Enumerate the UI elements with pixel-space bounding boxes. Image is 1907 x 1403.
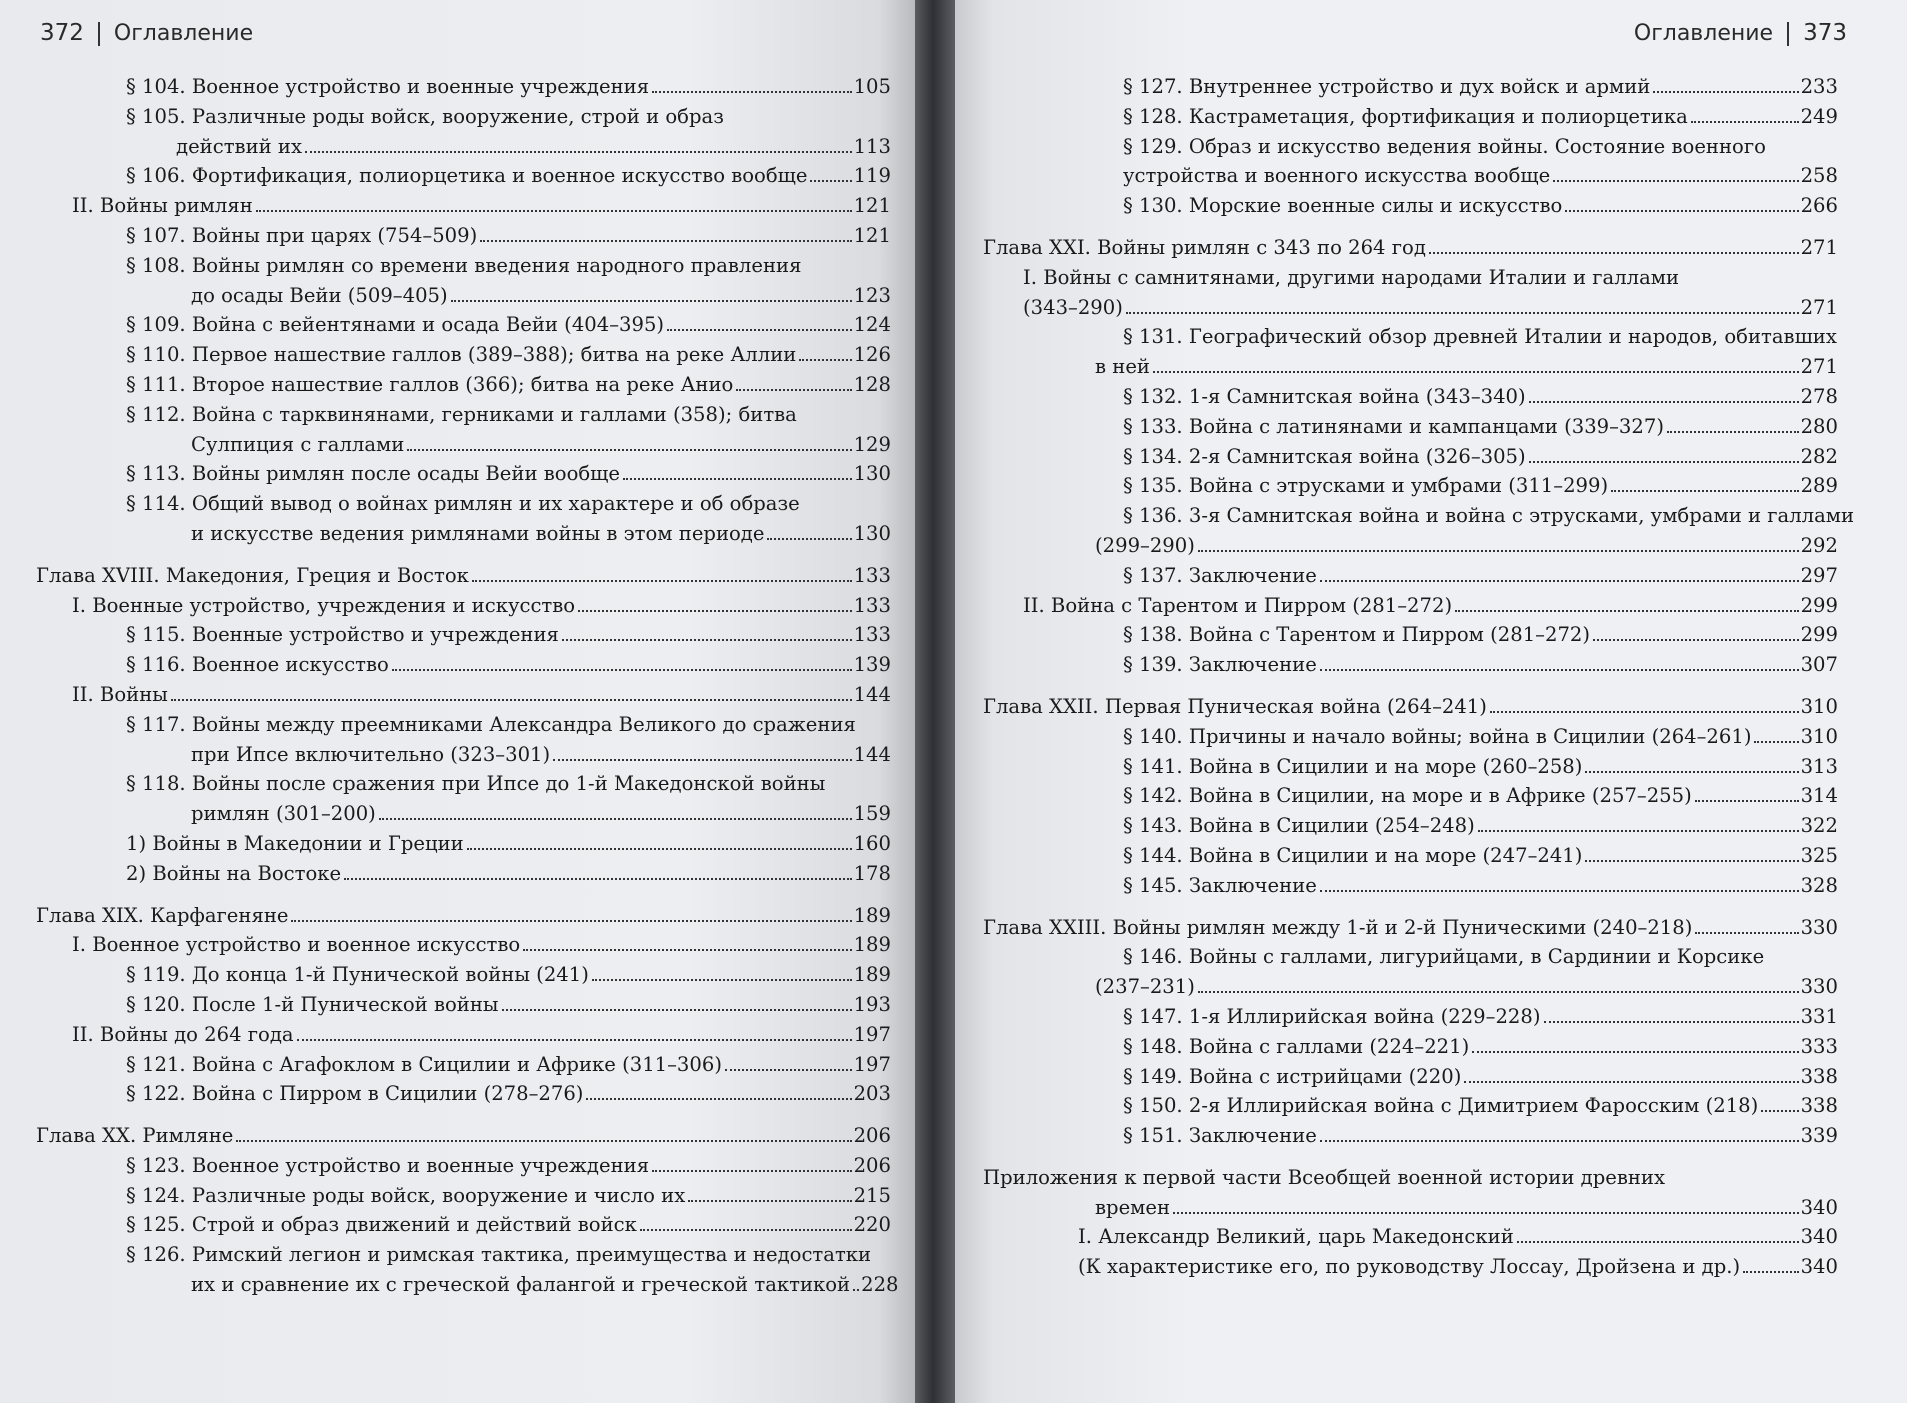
dot-leader bbox=[1464, 1081, 1798, 1083]
toc-entry-title: § 125. Строй и образ движений и действий войск bbox=[126, 1213, 637, 1237]
dot-leader bbox=[1695, 932, 1798, 934]
dot-leader bbox=[467, 848, 852, 850]
dot-leader bbox=[502, 1009, 852, 1011]
toc-entry-title: § 150. 2-я Иллирийская война с Димитрием Фаросским (218) bbox=[1123, 1094, 1759, 1118]
toc-entry[interactable] bbox=[36, 740, 891, 770]
dot-leader bbox=[1593, 639, 1799, 641]
toc-entry-title: § 144. Война в Сицилии и на море (247–241) bbox=[1123, 843, 1583, 867]
toc-entry-title-line: § 146. Войны с галлами, лигурийцами, в Сардинии и Корсике bbox=[1123, 945, 1765, 969]
toc-entry-title: § 113. Войны римлян после осады Вейи вообще bbox=[126, 462, 620, 486]
toc-entry-title-line: § 118. Войны после сражения при Ипсе до 1-й Македонской войны bbox=[126, 772, 826, 796]
toc-entry-title: § 104. Военное устройство и военные учреждения bbox=[126, 75, 650, 98]
toc-entry-title: § 123. Военное устройство и военные учреждения bbox=[126, 1153, 650, 1177]
toc-entry-title: устройства и военного искусства вообще bbox=[1123, 164, 1551, 188]
toc-entry[interactable] bbox=[36, 370, 891, 400]
dot-leader bbox=[305, 151, 852, 153]
toc-entry-title: § 127. Внутреннее устройство и дух войск и армий bbox=[1123, 75, 1651, 98]
toc-entry-title: § 111. Второе нашествие галлов (366); битва на реке Анио bbox=[126, 372, 734, 396]
dot-leader bbox=[652, 1170, 852, 1172]
dot-leader bbox=[1320, 890, 1799, 892]
toc-entry[interactable] bbox=[983, 1002, 1838, 1032]
toc-page-number: 266 bbox=[1800, 194, 1838, 218]
toc-page-number: 338 bbox=[1800, 1094, 1838, 1118]
header-divider bbox=[1787, 22, 1789, 46]
toc-page-number: 280 bbox=[1800, 414, 1838, 438]
dot-leader bbox=[1320, 669, 1799, 671]
dot-leader bbox=[1754, 741, 1798, 743]
toc-page-number: 189 bbox=[853, 963, 891, 987]
toc-page-number: 124 bbox=[853, 313, 891, 337]
toc-entry[interactable] bbox=[983, 382, 1838, 412]
toc-page-number: 233 bbox=[1800, 75, 1838, 98]
toc-entry[interactable] bbox=[36, 519, 891, 549]
dot-leader bbox=[553, 759, 851, 761]
dot-leader bbox=[291, 920, 851, 922]
toc-entry[interactable] bbox=[36, 191, 891, 221]
left-toc bbox=[36, 72, 899, 1300]
toc-page-number: 328 bbox=[1800, 873, 1838, 897]
dot-leader bbox=[1653, 91, 1798, 93]
toc-entry[interactable] bbox=[983, 811, 1838, 841]
toc-entry[interactable] bbox=[983, 1222, 1838, 1252]
dot-leader bbox=[592, 979, 852, 981]
toc-entry-title: § 122. Война с Пирром в Сицилии (278–276) bbox=[126, 1082, 584, 1106]
toc-entry-title: Глава XVIII. Македония, Греция и Восток bbox=[36, 563, 469, 587]
dot-leader bbox=[562, 639, 852, 641]
toc-entry[interactable] bbox=[983, 722, 1838, 752]
dot-leader bbox=[344, 878, 852, 880]
toc-page-number: 178 bbox=[853, 861, 891, 885]
toc-page-number: 310 bbox=[1800, 724, 1838, 748]
dot-leader bbox=[297, 1039, 852, 1041]
dot-leader bbox=[1490, 711, 1799, 713]
toc-entry[interactable] bbox=[983, 1252, 1838, 1282]
dot-leader bbox=[451, 300, 852, 302]
toc-entry-title: § 140. Причины и начало войны; война в Сицилии (264–261) bbox=[1123, 724, 1752, 748]
toc-page-number: 271 bbox=[1800, 235, 1838, 259]
toc-page-number: 197 bbox=[853, 1052, 891, 1076]
toc-entry[interactable] bbox=[36, 561, 891, 591]
toc-entry-title: II. Война с Тарентом и Пирром (281–272) bbox=[1023, 593, 1453, 617]
toc-page-number: 193 bbox=[853, 992, 891, 1016]
dot-leader bbox=[523, 949, 851, 951]
toc-page-number: 206 bbox=[853, 1124, 891, 1148]
toc-entry-title: § 115. Военные устройство и учреждения bbox=[126, 623, 559, 647]
toc-entry-title: римлян (301–200) bbox=[191, 802, 376, 826]
book-spine bbox=[915, 0, 955, 1403]
dot-leader bbox=[736, 389, 851, 391]
toc-page-number: 333 bbox=[1800, 1034, 1838, 1058]
toc-entry-title: § 148. Война с галлами (224–221) bbox=[1123, 1034, 1470, 1058]
toc-entry-title: (343–290) bbox=[1023, 295, 1123, 319]
dot-leader bbox=[1585, 771, 1798, 773]
header-divider bbox=[98, 22, 100, 46]
dot-leader bbox=[472, 580, 852, 582]
toc-entry[interactable] bbox=[983, 692, 1838, 722]
dot-leader bbox=[1695, 800, 1799, 802]
toc-entry[interactable] bbox=[36, 132, 891, 162]
toc-entry-title: § 145. Заключение bbox=[1123, 873, 1317, 897]
toc-page-number: 340 bbox=[1800, 1255, 1838, 1279]
toc-entry-title: (К характеристике его, по руководству Лоссау, Дройзена и др.) bbox=[1078, 1255, 1741, 1279]
dot-leader bbox=[1455, 610, 1799, 612]
dot-leader bbox=[1585, 860, 1798, 862]
toc-entry[interactable] bbox=[36, 161, 891, 191]
dot-leader bbox=[1691, 121, 1799, 123]
toc-entry-title-line: § 129. Образ и искусство ведения войны. Состояние военного bbox=[1123, 134, 1766, 158]
toc-entry-title-line: § 105. Различные роды войск, вооружение, строй и образ bbox=[126, 104, 724, 128]
toc-page-number: 299 bbox=[1800, 593, 1838, 617]
toc-entry[interactable] bbox=[983, 913, 1838, 943]
toc-entry[interactable] bbox=[983, 233, 1838, 263]
toc-page-number: 220 bbox=[853, 1213, 891, 1237]
toc-entry[interactable] bbox=[983, 781, 1838, 811]
toc-page-number: 121 bbox=[853, 223, 891, 247]
toc-entry[interactable] bbox=[983, 412, 1838, 442]
toc-entry-title: § 134. 2-я Самнитская война (326–305) bbox=[1123, 444, 1526, 468]
toc-entry-title: I. Военное устройство и военное искусство bbox=[72, 933, 521, 957]
toc-page-number: 330 bbox=[1800, 915, 1838, 939]
dot-leader bbox=[767, 538, 851, 540]
toc-entry-title: § 141. Война в Сицилии и на море (260–258) bbox=[1123, 754, 1583, 778]
toc-entry-title: до осады Вейи (509–405) bbox=[191, 283, 448, 307]
toc-page-number: 119 bbox=[853, 164, 891, 188]
toc-entry-title: § 116. Военное искусство bbox=[126, 653, 389, 677]
toc-entry-title: § 130. Морские военные силы и искусство bbox=[1123, 194, 1563, 218]
toc-page-number: 113 bbox=[853, 134, 891, 158]
toc-entry[interactable] bbox=[983, 102, 1838, 132]
toc-entry-title: § 135. Война с этрусками и умбрами (311–299) bbox=[1123, 474, 1609, 498]
toc-entry[interactable] bbox=[36, 281, 891, 311]
toc-entry[interactable] bbox=[36, 1181, 891, 1211]
toc-page-number: 271 bbox=[1800, 355, 1838, 379]
toc-entry[interactable] bbox=[36, 1020, 891, 1050]
dot-leader bbox=[1198, 550, 1799, 552]
dot-leader bbox=[1611, 490, 1798, 492]
toc-entry[interactable] bbox=[983, 591, 1838, 621]
toc-entry-title: § 110. Первое нашествие галлов (389–388); битва на реке Аллии bbox=[126, 343, 797, 367]
toc-page-number: 129 bbox=[853, 432, 891, 456]
toc-entry-title: I. Александр Великий, царь Македонский bbox=[1078, 1225, 1514, 1249]
toc-entry[interactable] bbox=[36, 1151, 891, 1181]
section-gap bbox=[36, 889, 891, 901]
toc-entry-title: § 121. Война с Агафоклом в Сицилии и Африке (311–306) bbox=[126, 1052, 722, 1076]
dot-leader bbox=[1761, 1110, 1798, 1112]
toc-entry-title: I. Военные устройство, учреждения и искусство bbox=[72, 593, 576, 617]
toc-entry[interactable] bbox=[983, 1062, 1838, 1092]
toc-entry-title: II. Войны до 264 года bbox=[72, 1022, 294, 1046]
dot-leader bbox=[578, 610, 852, 612]
toc-entry-title: (237–231) bbox=[1095, 975, 1195, 999]
toc-entry-title: действий их bbox=[176, 134, 303, 158]
dot-leader bbox=[667, 329, 852, 331]
toc-page-number: 338 bbox=[1800, 1064, 1838, 1088]
dot-leader bbox=[586, 1098, 851, 1100]
toc-page-number: 159 bbox=[853, 802, 891, 826]
toc-entry-title: § 138. Война с Тарентом и Пирром (281–272) bbox=[1123, 623, 1591, 647]
toc-entry[interactable] bbox=[36, 799, 891, 829]
toc-entry-title: § 132. 1-я Самнитская война (343–340) bbox=[1123, 384, 1526, 408]
toc-page-number: 340 bbox=[1800, 1225, 1838, 1249]
dot-leader bbox=[1743, 1271, 1798, 1273]
toc-page-number: 297 bbox=[1800, 563, 1838, 587]
toc-entry-title: § 133. Война с латинянами и кампанцами (339–327) bbox=[1123, 414, 1664, 438]
toc-entry[interactable] bbox=[983, 293, 1838, 323]
toc-entry-title: § 106. Фортификация, полиорцетика и военное искусство вообще bbox=[126, 164, 808, 188]
toc-entry[interactable] bbox=[983, 471, 1838, 501]
right-running-title: Оглавление bbox=[1633, 21, 1774, 46]
toc-entry-title-line: § 117. Войны между преемниками Александра Великого до сражения bbox=[126, 712, 856, 736]
toc-page-number: 278 bbox=[1800, 384, 1838, 408]
dot-leader bbox=[1320, 1140, 1799, 1142]
dot-leader bbox=[379, 818, 852, 820]
dot-leader bbox=[1529, 401, 1799, 403]
toc-entry-title-line: I. Войны с самнитянами, другими народами Италии и галлами bbox=[1023, 265, 1680, 289]
toc-entry-title: времен bbox=[1095, 1195, 1171, 1219]
toc-entry-title: § 143. Война в Сицилии (254–248) bbox=[1123, 814, 1475, 838]
toc-entry[interactable] bbox=[983, 191, 1838, 221]
toc-entry-title: Глава XXIII. Войны римлян между 1-й и 2-й Пуническими (240–218) bbox=[983, 915, 1693, 939]
toc-entry[interactable] bbox=[36, 310, 891, 340]
toc-entry[interactable] bbox=[983, 1091, 1838, 1121]
dot-leader bbox=[799, 359, 851, 361]
toc-entry[interactable] bbox=[36, 1121, 891, 1151]
toc-entry-title: § 139. Заключение bbox=[1123, 653, 1317, 677]
toc-page-number: 203 bbox=[853, 1082, 891, 1106]
toc-page-number: 123 bbox=[853, 283, 891, 307]
section-gap bbox=[36, 549, 891, 561]
dot-leader bbox=[1517, 1241, 1799, 1243]
toc-page-number: 310 bbox=[1800, 694, 1838, 718]
toc-entry[interactable] bbox=[983, 531, 1838, 561]
section-gap bbox=[983, 901, 1838, 913]
toc-entry-title: их и сравнение их с греческой фалангой и греческой тактикой bbox=[191, 1273, 851, 1297]
section-gap bbox=[983, 221, 1838, 233]
dot-leader bbox=[1472, 1051, 1798, 1053]
dot-leader bbox=[1478, 830, 1799, 832]
toc-entry[interactable] bbox=[36, 829, 891, 859]
toc-page-number: 215 bbox=[853, 1183, 891, 1207]
toc-entry-title-line: Приложения к первой части Всеобщей военной истории древних bbox=[983, 1165, 1666, 1189]
toc-entry[interactable] bbox=[983, 561, 1838, 591]
toc-page-number: 206 bbox=[853, 1153, 891, 1177]
toc-page-number: 322 bbox=[1800, 814, 1838, 838]
toc-entry[interactable] bbox=[36, 960, 891, 990]
toc-entry-title: § 137. Заключение bbox=[1123, 563, 1317, 587]
toc-page-number: 282 bbox=[1800, 444, 1838, 468]
dot-leader bbox=[1553, 180, 1798, 182]
toc-page-number: 189 bbox=[853, 903, 891, 927]
toc-page-number: 133 bbox=[853, 593, 891, 617]
toc-entry-title: 2) Войны на Востоке bbox=[126, 861, 342, 885]
dot-leader bbox=[623, 478, 852, 480]
toc-entry-title: II. Войны bbox=[72, 682, 168, 706]
toc-entry-title: § 151. Заключение bbox=[1123, 1124, 1317, 1148]
toc-entry-title-line: § 126. Римский легион и римская тактика, преимущества и недостатки bbox=[126, 1243, 872, 1267]
toc-entry[interactable] bbox=[983, 752, 1838, 782]
right-running-head bbox=[1634, 20, 1847, 46]
dot-leader bbox=[688, 1200, 851, 1202]
dot-leader bbox=[1667, 431, 1799, 433]
toc-page-number: 258 bbox=[1800, 164, 1838, 188]
toc-entry[interactable] bbox=[36, 1210, 891, 1240]
toc-entry[interactable] bbox=[36, 1050, 891, 1080]
toc-entry[interactable] bbox=[983, 1121, 1838, 1151]
toc-entry[interactable] bbox=[36, 430, 891, 460]
dot-leader bbox=[480, 240, 851, 242]
toc-page-number: 299 bbox=[1800, 623, 1838, 647]
toc-entry[interactable] bbox=[36, 72, 891, 102]
toc-entry[interactable] bbox=[983, 352, 1838, 382]
dot-leader bbox=[640, 1229, 852, 1231]
dot-leader bbox=[1173, 1212, 1799, 1214]
toc-page-number: 189 bbox=[853, 933, 891, 957]
toc-entry[interactable] bbox=[36, 221, 891, 251]
toc-page-number: 313 bbox=[1800, 754, 1838, 778]
section-gap bbox=[983, 1151, 1838, 1163]
dot-leader bbox=[725, 1069, 852, 1071]
toc-entry-title: Глава XIX. Карфагеняне bbox=[36, 903, 289, 927]
toc-entry[interactable] bbox=[983, 620, 1838, 650]
toc-entry-title: § 149. Война с истрийцами (220) bbox=[1123, 1064, 1462, 1088]
dot-leader bbox=[810, 180, 851, 182]
toc-page-number: 160 bbox=[853, 831, 891, 855]
right-page bbox=[955, 0, 1907, 1403]
toc-page-number: 126 bbox=[853, 343, 891, 367]
toc-entry[interactable] bbox=[983, 72, 1838, 102]
left-running-head bbox=[40, 20, 253, 46]
right-page-number: 373 bbox=[1803, 20, 1847, 46]
dot-leader bbox=[1544, 1021, 1799, 1023]
toc-page-number: 128 bbox=[853, 372, 891, 396]
toc-entry[interactable] bbox=[36, 591, 891, 621]
toc-entry[interactable] bbox=[983, 442, 1838, 472]
toc-page-number: 307 bbox=[1800, 653, 1838, 677]
dot-leader bbox=[1198, 991, 1799, 993]
toc-entry-title: § 120. После 1-й Пунической войны bbox=[126, 992, 499, 1016]
toc-entry[interactable] bbox=[36, 620, 891, 650]
toc-entry-title: II. Войны римлян bbox=[72, 194, 253, 218]
toc-page-number: 228 bbox=[861, 1273, 899, 1297]
toc-page-number: 292 bbox=[1800, 533, 1838, 557]
toc-page-number: 289 bbox=[1800, 474, 1838, 498]
dot-leader bbox=[256, 210, 852, 212]
toc-page-number: 130 bbox=[853, 462, 891, 486]
dot-leader bbox=[407, 449, 851, 451]
toc-entry[interactable] bbox=[983, 1032, 1838, 1062]
dot-leader bbox=[392, 669, 852, 671]
toc-page-number: 133 bbox=[853, 623, 891, 647]
toc-entry-title: Глава XXII. Первая Пуническая война (264–241) bbox=[983, 694, 1487, 718]
toc-page-number: 105 bbox=[853, 75, 891, 98]
toc-entry[interactable] bbox=[983, 1193, 1838, 1223]
dot-leader bbox=[1529, 461, 1799, 463]
toc-entry[interactable] bbox=[36, 340, 891, 370]
toc-page-number: 271 bbox=[1800, 295, 1838, 319]
dot-leader bbox=[171, 699, 852, 701]
toc-entry-title: 1) Войны в Македонии и Греции bbox=[126, 831, 464, 855]
toc-entry[interactable] bbox=[36, 459, 891, 489]
toc-page-number: 197 bbox=[853, 1022, 891, 1046]
toc-entry-title: Глава XXI. Войны римлян с 343 по 264 год bbox=[983, 235, 1426, 259]
toc-entry-title: Глава XX. Римляне bbox=[36, 1124, 234, 1148]
toc-entry-title-line: § 131. Географический обзор древней Италии и народов, обитавших bbox=[1123, 325, 1837, 349]
toc-page-number: 144 bbox=[853, 682, 891, 706]
toc-page-number: 139 bbox=[853, 653, 891, 677]
toc-page-number: 340 bbox=[1800, 1195, 1838, 1219]
toc-page-number: 331 bbox=[1800, 1004, 1838, 1028]
dot-leader bbox=[1565, 210, 1798, 212]
section-gap bbox=[36, 1109, 891, 1121]
dot-leader bbox=[236, 1140, 851, 1142]
toc-page-number: 130 bbox=[853, 521, 891, 545]
toc-entry[interactable] bbox=[36, 680, 891, 710]
left-page-number: 372 bbox=[40, 20, 84, 46]
toc-page-number: 121 bbox=[853, 194, 891, 218]
toc-entry[interactable] bbox=[36, 859, 891, 889]
left-running-title: Оглавление bbox=[113, 21, 254, 46]
toc-page-number: 133 bbox=[853, 563, 891, 587]
toc-entry[interactable] bbox=[36, 990, 891, 1020]
toc-entry[interactable] bbox=[36, 930, 891, 960]
toc-entry-title: § 124. Различные роды войск, вооружение и число их bbox=[126, 1183, 686, 1207]
toc-entry[interactable] bbox=[983, 841, 1838, 871]
dot-leader bbox=[1429, 252, 1799, 254]
toc-entry[interactable] bbox=[983, 650, 1838, 680]
dot-leader bbox=[1126, 312, 1799, 314]
section-gap bbox=[983, 680, 1838, 692]
toc-entry[interactable] bbox=[983, 871, 1838, 901]
toc-entry-title: в ней bbox=[1095, 355, 1150, 379]
toc-entry-title: при Ипсе включительно (323–301) bbox=[191, 742, 551, 766]
toc-entry[interactable] bbox=[36, 1079, 891, 1109]
toc-entry[interactable] bbox=[36, 650, 891, 680]
toc-entry-title-line: § 114. Общий вывод о войнах римлян и их характере и об образе bbox=[126, 492, 800, 516]
toc-entry[interactable] bbox=[983, 972, 1838, 1002]
toc-page-number: 249 bbox=[1800, 104, 1838, 128]
toc-page-number: 314 bbox=[1800, 784, 1838, 808]
toc-entry[interactable] bbox=[983, 161, 1838, 191]
dot-leader bbox=[853, 1289, 859, 1291]
toc-page-number: 144 bbox=[853, 742, 891, 766]
toc-entry-title: § 119. До конца 1-й Пунической войны (241) bbox=[126, 963, 589, 987]
dot-leader bbox=[1153, 371, 1799, 373]
dot-leader bbox=[1320, 580, 1799, 582]
toc-page-number: 339 bbox=[1800, 1124, 1838, 1148]
toc-page-number: 325 bbox=[1800, 843, 1838, 867]
toc-entry-title: § 147. 1-я Иллирийская война (229–228) bbox=[1123, 1004, 1541, 1028]
toc-page-number: 330 bbox=[1800, 975, 1838, 999]
toc-entry-title: § 107. Войны при царях (754–509) bbox=[126, 223, 478, 247]
toc-entry-title: § 109. Война с вейентянами и осада Вейи (404–395) bbox=[126, 313, 665, 337]
right-toc bbox=[983, 72, 1855, 1282]
toc-entry-title: § 128. Кастраметация, фортификация и полиорцетика bbox=[1123, 104, 1688, 128]
toc-entry-title: Сулпиция с галлами bbox=[191, 432, 405, 456]
toc-entry-title-line: § 108. Войны римлян со времени введения народного правления bbox=[126, 253, 802, 277]
dot-leader bbox=[652, 91, 852, 93]
toc-entry-title: (299–290) bbox=[1095, 533, 1195, 557]
left-page bbox=[0, 0, 915, 1403]
toc-entry[interactable] bbox=[36, 1270, 899, 1300]
toc-entry[interactable] bbox=[36, 901, 891, 931]
toc-entry-title: § 142. Война в Сицилии, на море и в Африке (257–255) bbox=[1123, 784, 1692, 808]
toc-entry-title: и искусстве ведения римлянами войны в этом периоде bbox=[191, 521, 765, 545]
toc-entry-title-line: § 136. 3-я Самнитская война и война с этрусками, умбрами и галлами bbox=[1123, 504, 1855, 528]
toc-entry-title-line: § 112. Война с тарквинянами, герниками и галлами (358); битва bbox=[126, 402, 797, 426]
